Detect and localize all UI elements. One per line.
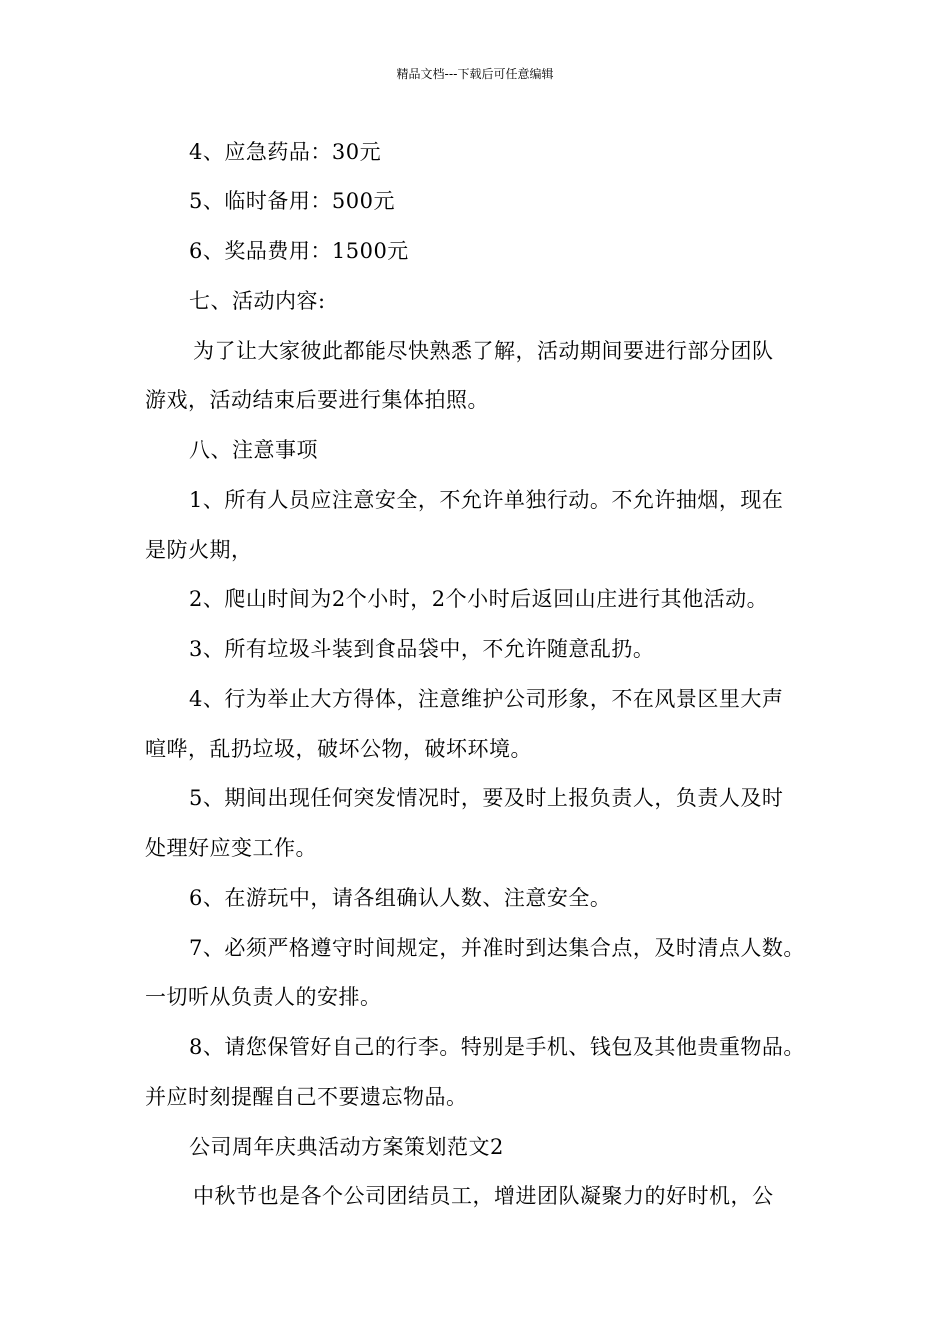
section-title-2: 公司周年庆典活动方案策划范文2 xyxy=(189,1135,504,1159)
note-4-line-1: 4、行为举止大方得体，注意维护公司形象，不在风景区里大声 xyxy=(189,687,784,711)
note-8-line-2: 并应时刻提醒自己不要遗忘物品。 xyxy=(145,1085,468,1109)
page-header: 精品文档---下载后可任意编辑 xyxy=(396,67,554,81)
activity-paragraph-line-2: 游戏，活动结束后要进行集体拍照。 xyxy=(145,388,489,412)
budget-item-6: 6、奖品费用：1500元 xyxy=(189,239,409,263)
budget-item-5: 5、临时备用：500元 xyxy=(189,189,395,213)
section-heading-activity-content: 七、活动内容: xyxy=(189,289,326,313)
activity-paragraph-line-1: 为了让大家彼此都能尽快熟悉了解，活动期间要进行部分团队 xyxy=(193,339,774,363)
note-2: 2、爬山时间为2个小时，2个小时后返回山庄进行其他活动。 xyxy=(189,587,769,611)
note-6: 6、在游玩中，请各组确认人数、注意安全。 xyxy=(189,886,612,910)
section-heading-notes: 八、注意事项 xyxy=(189,438,318,462)
note-1-line-2: 是防火期， xyxy=(145,538,253,562)
budget-item-4: 4、应急药品：30元 xyxy=(189,140,382,164)
note-4-line-2: 喧哗，乱扔垃圾，破坏公物，破坏环境。 xyxy=(145,737,532,761)
note-8-line-1: 8、请您保管好自己的行李。特别是手机、钱包及其他贵重物品。 xyxy=(189,1035,805,1059)
note-1-line-1: 1、所有人员应注意安全，不允许单独行动。不允许抽烟，现在 xyxy=(189,488,784,512)
note-3: 3、所有垃圾斗装到食品袋中，不允许随意乱扔。 xyxy=(189,637,655,661)
note-5-line-1: 5、期间出现任何突发情况时，要及时上报负责人，负责人及时 xyxy=(189,786,784,810)
intro-paragraph-line-1: 中秋节也是各个公司团结员工，增进团队凝聚力的好时机，公 xyxy=(193,1184,774,1208)
note-5-line-2: 处理好应变工作。 xyxy=(145,836,317,860)
note-7-line-2: 一切听从负责人的安排。 xyxy=(145,985,382,1009)
note-7-line-1: 7、必须严格遵守时间规定，并准时到达集合点，及时清点人数。 xyxy=(189,936,805,960)
